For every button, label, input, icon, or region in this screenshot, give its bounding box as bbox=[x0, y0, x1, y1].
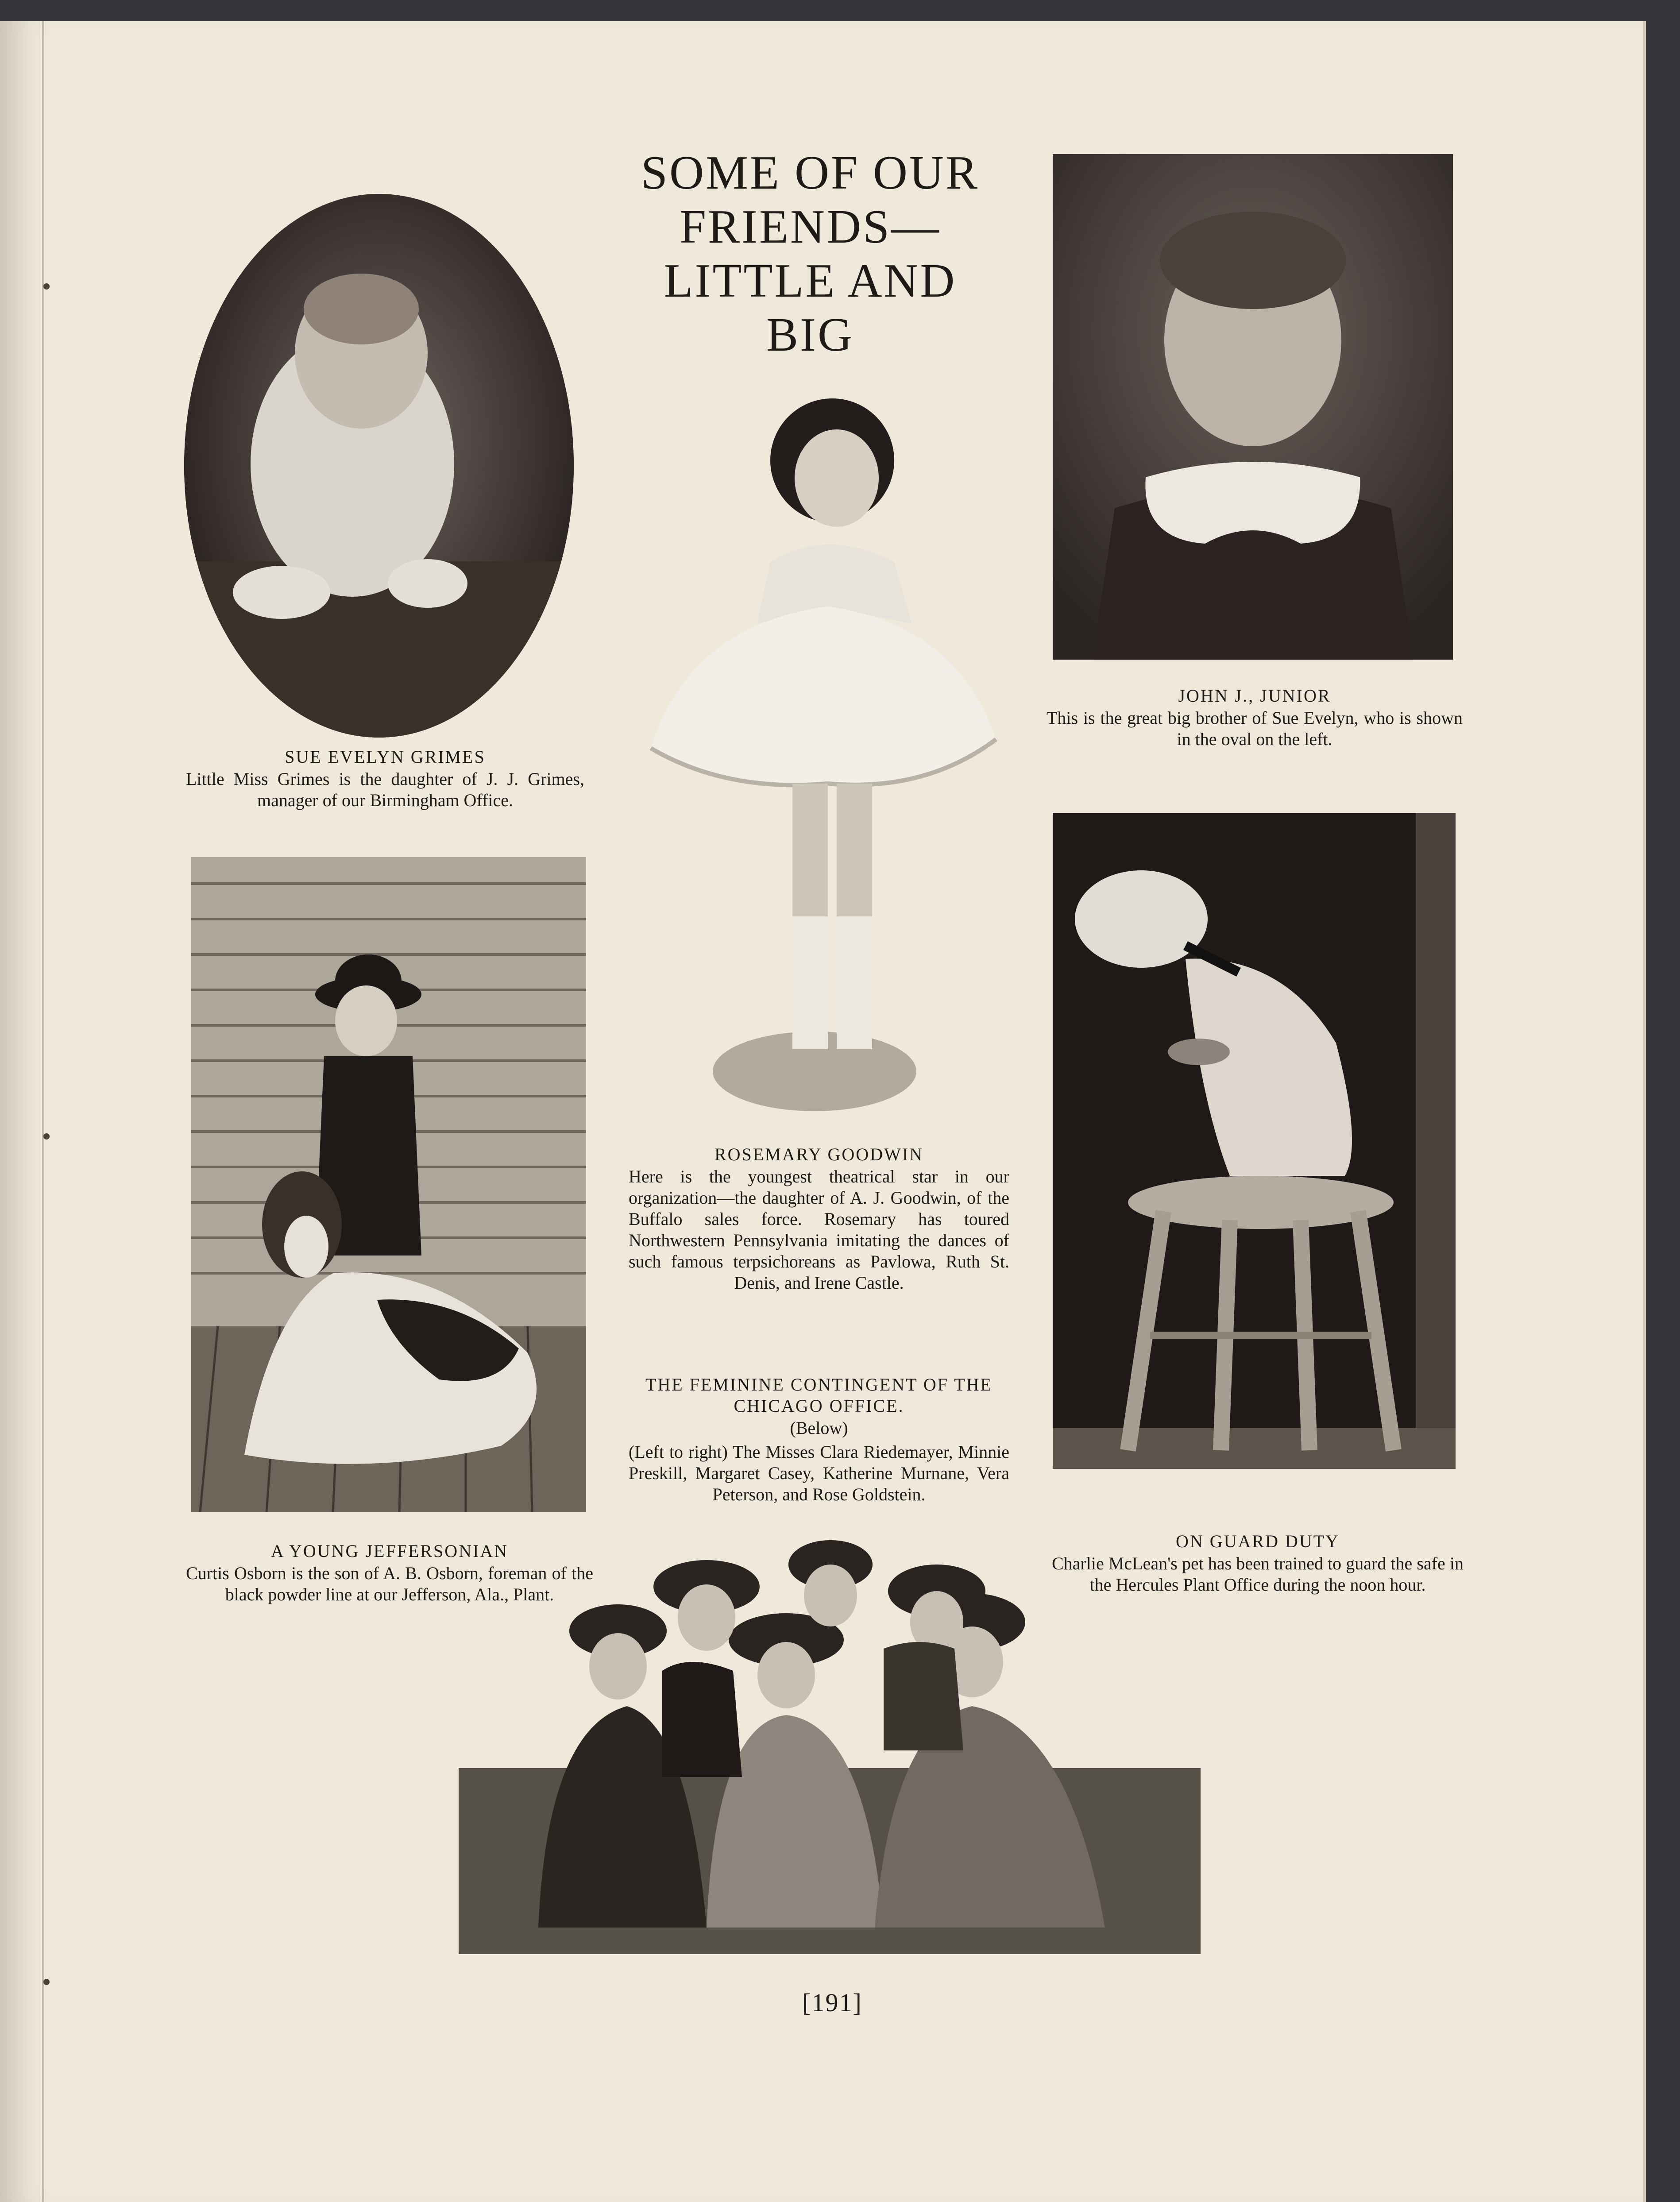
binding-staple bbox=[43, 283, 50, 290]
caption-heading: ON GUARD DUTY bbox=[1175, 1531, 1340, 1551]
photo-young-jeffersonian bbox=[191, 857, 586, 1512]
caption-text: (Left to right) The Misses Clara Riedemayer, Minnie Preskill, Margaret Casey, Katherine Murnane, Vera Peterson, and Rose Goldstein. bbox=[629, 1442, 1009, 1504]
title-line: SOME OF OUR bbox=[641, 147, 980, 199]
caption-heading: JOHN J., JUNIOR bbox=[1178, 686, 1331, 706]
caption-text: Charlie McLean's pet has been trained to guard the safe in the Hercules Plant Office during the noon hour. bbox=[1052, 1553, 1464, 1595]
caption-text: This is the great big brother of Sue Evelyn, who is shown in the oval on the left. bbox=[1047, 708, 1463, 749]
caption-text: Here is the youngest theatrical star in our organization—the daughter of A. J. Goodwin, of the Buffalo sales force. Rosemary has toured Northwestern Pennsylvania imitating the dances of such famous terpsichoreans as Pavlowa, Ruth St. Denis, and Irene Castle. bbox=[629, 1167, 1009, 1293]
page-title bbox=[589, 146, 1031, 362]
caption-heading: ROSEMARY GOODWIN bbox=[714, 1144, 924, 1164]
caption-heading: SUE EVELYN GRIMES bbox=[285, 747, 486, 767]
photo-john-j-junior bbox=[1053, 154, 1453, 660]
photo-rosemary-goodwin bbox=[637, 394, 1005, 1120]
caption-on-guard-duty bbox=[1052, 1531, 1464, 1595]
page-number: [191] bbox=[802, 1988, 862, 2017]
caption-chicago-office bbox=[629, 1374, 1009, 1505]
caption-text: Curtis Osborn is the son of A. B. Osborn, foreman of the black powder line at our Jefferson, Ala., Plant. bbox=[186, 1563, 593, 1604]
caption-text: Little Miss Grimes is the daughter of J. J. Grimes, manager of our Birmingham Office. bbox=[186, 769, 584, 810]
binding-fold bbox=[42, 21, 44, 2202]
caption-heading: THE FEMININE CONTINGENT OF THE CHICAGO OFFICE. bbox=[645, 1375, 993, 1416]
title-line: BIG bbox=[766, 309, 854, 361]
caption-rosemary-goodwin bbox=[629, 1144, 1009, 1294]
title-line: FRIENDS— bbox=[679, 201, 941, 253]
photo-on-guard-duty bbox=[1053, 813, 1456, 1469]
caption-sue-evelyn-grimes bbox=[186, 746, 584, 811]
binding-staple bbox=[43, 1979, 50, 1985]
caption-john-j-junior bbox=[1047, 685, 1463, 750]
binding-staple bbox=[43, 1133, 50, 1140]
photo-sue-evelyn-grimes bbox=[184, 194, 574, 738]
caption-young-jeffersonian bbox=[186, 1541, 593, 1605]
caption-subheading: (Below) bbox=[790, 1418, 848, 1438]
caption-heading: A YOUNG JEFFERSONIAN bbox=[270, 1541, 509, 1561]
title-line: LITTLE AND bbox=[664, 255, 957, 307]
